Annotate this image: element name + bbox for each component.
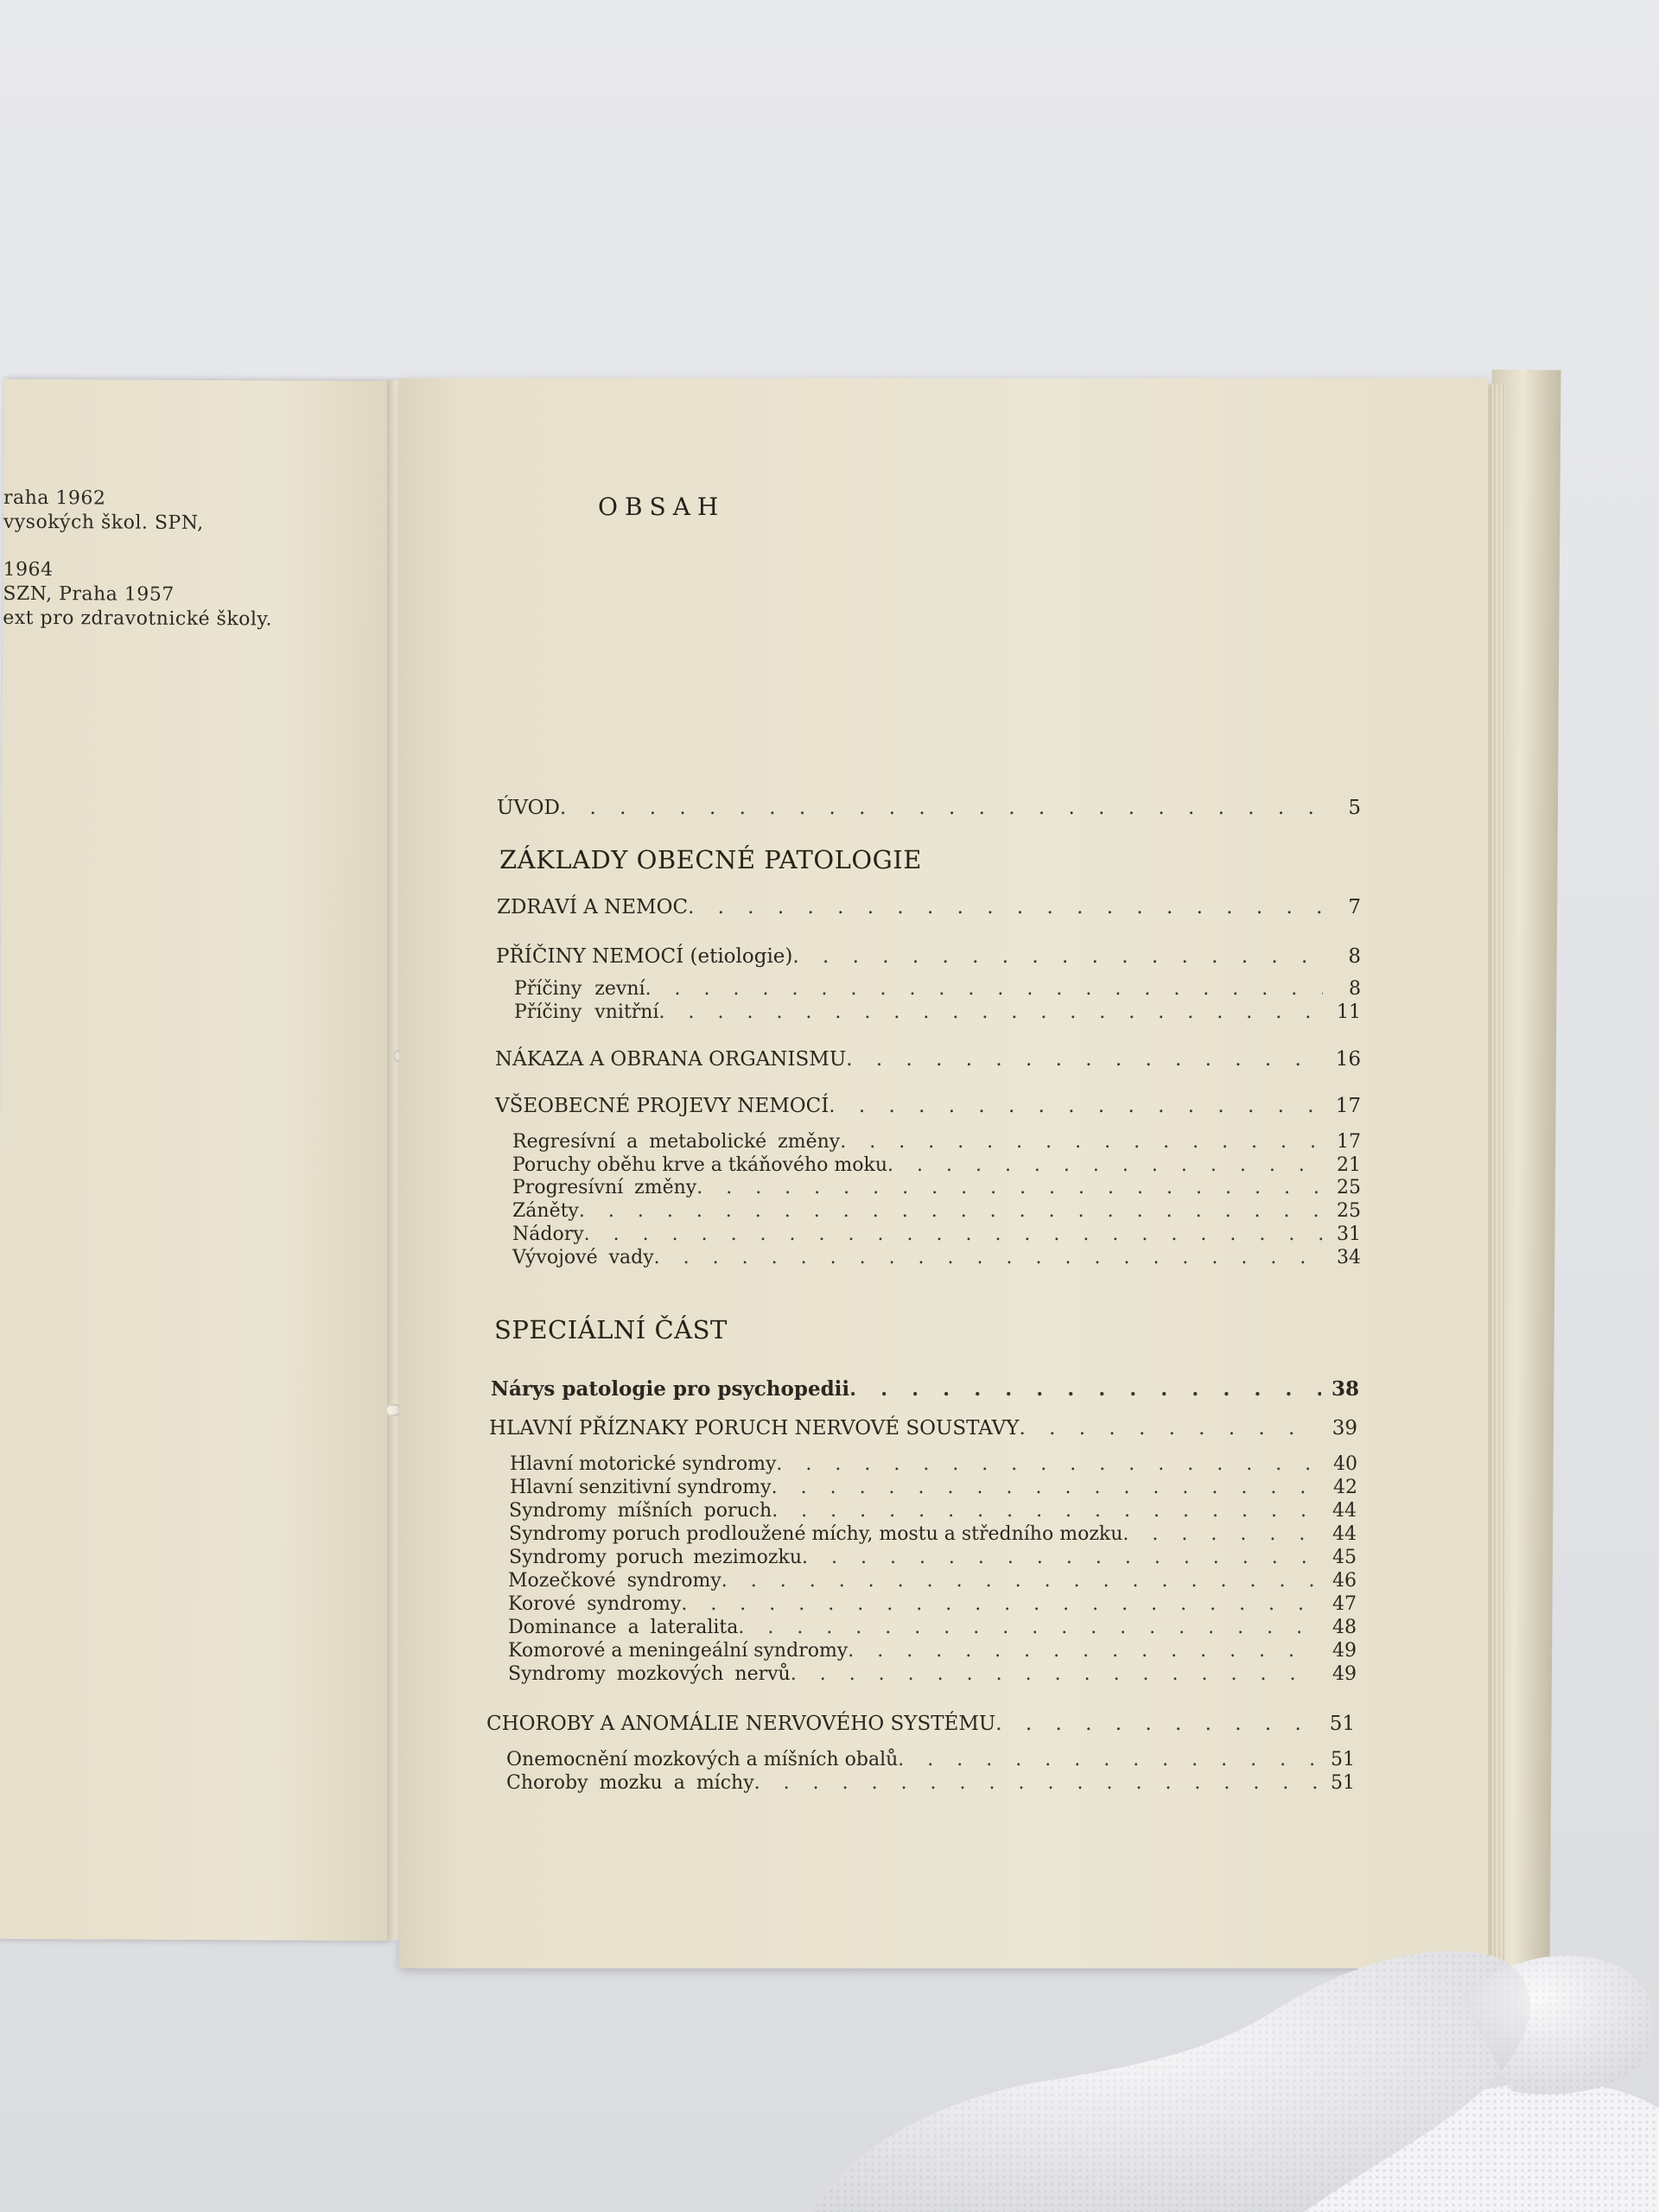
toc-entry-page: 8: [1348, 945, 1361, 968]
left-page-line: raha 1962: [3, 486, 106, 510]
toc-entry-label: Hlavní motorické syndromy: [510, 1453, 777, 1475]
toc-entry: [489, 1417, 1357, 1440]
toc-entry-label: PŘÍČINY NEMOCÍ (etiologie): [496, 945, 793, 968]
leader-dots: [802, 1547, 1319, 1568]
toc-entry-label: Syndromy poruch prodloužené míchy, mostu a středního mozku: [509, 1523, 1123, 1545]
toc-entry-label: Nárys patologie pro psychopedii: [491, 1377, 850, 1401]
toc-entry-page: 38: [1331, 1377, 1359, 1401]
toc-entry-page: 7: [1348, 896, 1361, 918]
toc-entry-label: Hlavní senzitivní syndromy: [510, 1477, 772, 1498]
toc-entry-label: Komorové a meningeální syndromy: [508, 1640, 849, 1662]
toc-entry-label: Progresívní změny: [512, 1177, 697, 1198]
leader-dots: [738, 1617, 1319, 1638]
leader-dots: [560, 797, 1323, 819]
toc-entry-page: 49: [1332, 1640, 1357, 1662]
leader-dots: [792, 945, 1323, 968]
toc-entry-page: 46: [1332, 1570, 1357, 1592]
toc-entry: [512, 1177, 1361, 1198]
toc-entry: [506, 1749, 1355, 1770]
toc-entry-label: Poruchy oběhu krve a tkáňového moku: [512, 1154, 887, 1176]
toc-entry-label: Záněty: [512, 1200, 579, 1222]
toc-entry-page: 48: [1332, 1617, 1357, 1638]
toc-entry: [496, 945, 1361, 968]
left-page-line: SZN, Praha 1957: [3, 582, 175, 606]
toc-entry-label: Korové syndromy: [508, 1593, 682, 1615]
toc-entry: [508, 1570, 1357, 1592]
toc-entry-label: ÚVOD: [497, 797, 560, 819]
leader-dots: [791, 1663, 1319, 1685]
toc-entry-page: 31: [1337, 1224, 1361, 1245]
toc-entry: [512, 1131, 1361, 1153]
toc-entry: [509, 1500, 1357, 1522]
toc-entry-page: 44: [1332, 1523, 1357, 1545]
toc-title: OBSAH: [598, 493, 726, 521]
leader-dots: [754, 1772, 1317, 1794]
section-heading: SPECIÁLNÍ ČÁST: [494, 1315, 728, 1344]
section-heading: ZÁKLADY OBECNÉ PATOLOGIE: [499, 845, 922, 874]
toc-entry-page: 47: [1332, 1593, 1357, 1615]
toc-entry-page: 42: [1333, 1477, 1357, 1498]
leader-dots: [579, 1200, 1323, 1222]
toc-entry-label: NÁKAZA A OBRANA ORGANISMU: [495, 1048, 847, 1071]
toc-entry: [509, 1547, 1357, 1568]
toc-entry-label: Syndromy míšních poruch: [509, 1500, 772, 1522]
leader-dots: [681, 1593, 1319, 1615]
toc-entry-page: 21: [1337, 1154, 1361, 1176]
gloved-hand: [752, 1884, 1659, 2212]
toc-entry-label: ZDRAVÍ A NEMOC: [497, 896, 689, 918]
toc-entry-page: 5: [1348, 797, 1361, 819]
leader-dots: [772, 1477, 1319, 1498]
toc-entry-label: Dominance a lateralita: [508, 1617, 739, 1638]
leader-dots: [721, 1570, 1319, 1592]
toc-entry: [495, 1048, 1361, 1071]
toc-entry-label: HLAVNÍ PŘÍZNAKY PORUCH NERVOVÉ SOUSTAVY: [489, 1417, 1020, 1440]
toc-entry-label: Syndromy poruch mezimozku: [509, 1547, 802, 1568]
toc-entry: [508, 1617, 1357, 1638]
left-page-line: ext pro zdravotnické školy.: [3, 607, 273, 631]
toc-entry-page: 16: [1335, 1048, 1361, 1071]
toc-entry-page: 17: [1337, 1131, 1361, 1153]
toc-entry-label: VŠEOBECNÉ PROJEVY NEMOCÍ: [495, 1095, 830, 1117]
leader-dots: [776, 1453, 1319, 1475]
toc-entry: [495, 1095, 1361, 1117]
toc-entry: [510, 1453, 1357, 1475]
toc-entry: [512, 1247, 1361, 1268]
toc-entry: [514, 978, 1361, 1000]
leader-dots: [1019, 1417, 1319, 1440]
toc-entry: [508, 1663, 1357, 1685]
left-page-line: vysokých škol. SPN,: [3, 511, 204, 535]
toc-entry: [512, 1224, 1361, 1245]
toc-entry: [512, 1154, 1361, 1176]
toc-entry-label: Příčiny zevní: [514, 978, 645, 1000]
toc-entry-page: 25: [1337, 1177, 1361, 1198]
toc-entry-label: Syndromy mozkových nervů: [508, 1663, 791, 1685]
leader-dots: [887, 1154, 1323, 1176]
toc-entry: [491, 1377, 1359, 1401]
left-page: [0, 379, 397, 1941]
toc-entry-label: Mozečkové syndromy: [508, 1570, 721, 1592]
leader-dots: [654, 1247, 1323, 1268]
leader-dots: [840, 1131, 1323, 1153]
leader-dots: [848, 1640, 1319, 1662]
toc-entry-page: 34: [1337, 1247, 1361, 1268]
toc-entry: [506, 1772, 1355, 1794]
toc-entry: [508, 1593, 1357, 1615]
leader-dots: [659, 1001, 1324, 1023]
toc-entry: [510, 1477, 1357, 1498]
toc-entry-page: 39: [1332, 1417, 1357, 1440]
toc-entry-page: 49: [1332, 1663, 1357, 1685]
toc-entry-page: 25: [1337, 1200, 1361, 1222]
leader-dots: [772, 1500, 1319, 1522]
toc-entry-label: Příčiny vnitřní: [514, 1001, 659, 1023]
leader-dots: [829, 1095, 1323, 1117]
leader-dots: [688, 896, 1323, 918]
leader-dots: [1122, 1523, 1319, 1545]
toc-entry-label: Onemocnění mozkových a míšních obalů: [506, 1749, 899, 1770]
toc-entry: [514, 1001, 1361, 1023]
toc-entry: [509, 1523, 1357, 1545]
toc-entry-label: Vývojové vady: [512, 1247, 654, 1268]
toc-entry: [497, 797, 1361, 819]
left-page-line: 1964: [3, 558, 54, 582]
toc-entry-page: 51: [1331, 1749, 1355, 1770]
toc-entry: [486, 1713, 1355, 1735]
leader-dots: [846, 1048, 1323, 1071]
toc-entry-page: 45: [1332, 1547, 1357, 1568]
leader-dots: [645, 978, 1323, 1000]
toc-entry-label: CHOROBY A ANOMÁLIE NERVOVÉHO SYSTÉMU: [486, 1713, 996, 1735]
leader-dots: [696, 1177, 1323, 1198]
toc-entry-page: 11: [1337, 1001, 1361, 1023]
leader-dots: [849, 1377, 1321, 1401]
toc-entry-label: Regresívní a metabolické změny: [512, 1131, 841, 1153]
toc-entry-page: 8: [1349, 978, 1361, 1000]
leader-dots: [995, 1713, 1317, 1735]
toc-entry-page: 44: [1332, 1500, 1357, 1522]
leader-dots: [584, 1224, 1323, 1245]
toc-entry: [497, 896, 1361, 918]
toc-entry-page: 40: [1333, 1453, 1357, 1475]
toc-entry: [508, 1640, 1357, 1662]
leader-dots: [898, 1749, 1317, 1770]
toc-entry-label: Nádory: [512, 1224, 584, 1245]
toc-entry-page: 51: [1331, 1772, 1355, 1794]
toc-entry-page: 51: [1329, 1713, 1355, 1735]
toc-entry-page: 17: [1335, 1095, 1361, 1117]
toc-entry: [512, 1200, 1361, 1222]
toc-entry-label: Choroby mozku a míchy: [506, 1772, 754, 1794]
